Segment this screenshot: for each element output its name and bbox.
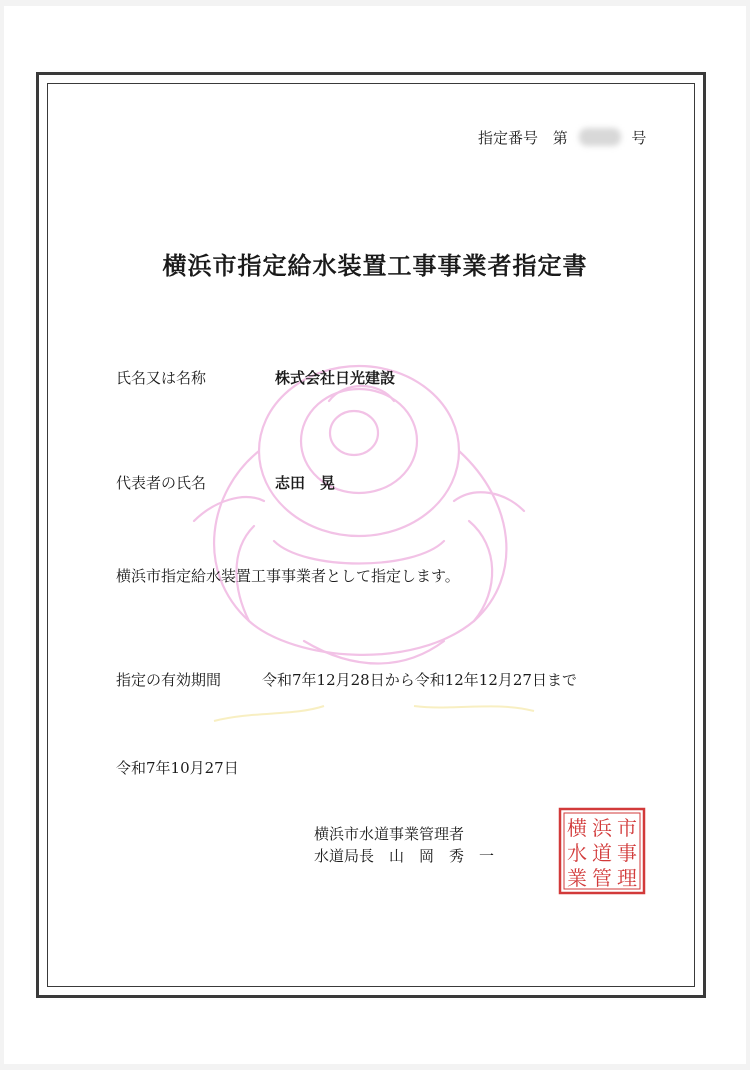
representative-label: 代表者の氏名 (116, 474, 207, 492)
issuer-title: 横浜市水道事業管理者 (314, 825, 465, 843)
designation-number-suffix: 号 (631, 129, 647, 147)
svg-text:横: 横 (567, 816, 587, 840)
issuer-name: 水道局長 山 岡 秀 一 (314, 847, 495, 865)
name-label: 氏名又は名称 (116, 369, 207, 387)
svg-text:業: 業 (567, 866, 587, 890)
rose-watermark-icon (154, 341, 574, 761)
designation-number (478, 128, 646, 148)
svg-text:水: 水 (567, 841, 587, 865)
validity-label: 指定の有効期間 (116, 671, 222, 689)
svg-text:理: 理 (617, 866, 637, 890)
svg-text:浜: 浜 (592, 816, 612, 840)
svg-text:道: 道 (592, 841, 612, 865)
designation-number-label: 指定番号 (478, 129, 539, 147)
redacted-number (579, 128, 621, 146)
issue-date: 令和7年10月27日 (116, 759, 239, 777)
validity-value: 令和7年12月28日から令和12年12月27日まで (262, 671, 577, 689)
name-value: 株式会社日光建設 (275, 369, 396, 387)
official-seal-stamp-icon (557, 806, 647, 896)
svg-text:市: 市 (617, 816, 637, 840)
designation-statement: 横浜市指定給水装置工事事業者として指定します。 (116, 567, 460, 585)
designation-number-prefix: 第 (552, 129, 568, 147)
svg-text:管: 管 (592, 866, 612, 890)
representative-value: 志田 晃 (275, 474, 336, 492)
certificate-page (4, 6, 746, 1064)
svg-text:事: 事 (617, 841, 637, 865)
certificate-title: 横浜市指定給水装置工事事業者指定書 (162, 252, 588, 280)
